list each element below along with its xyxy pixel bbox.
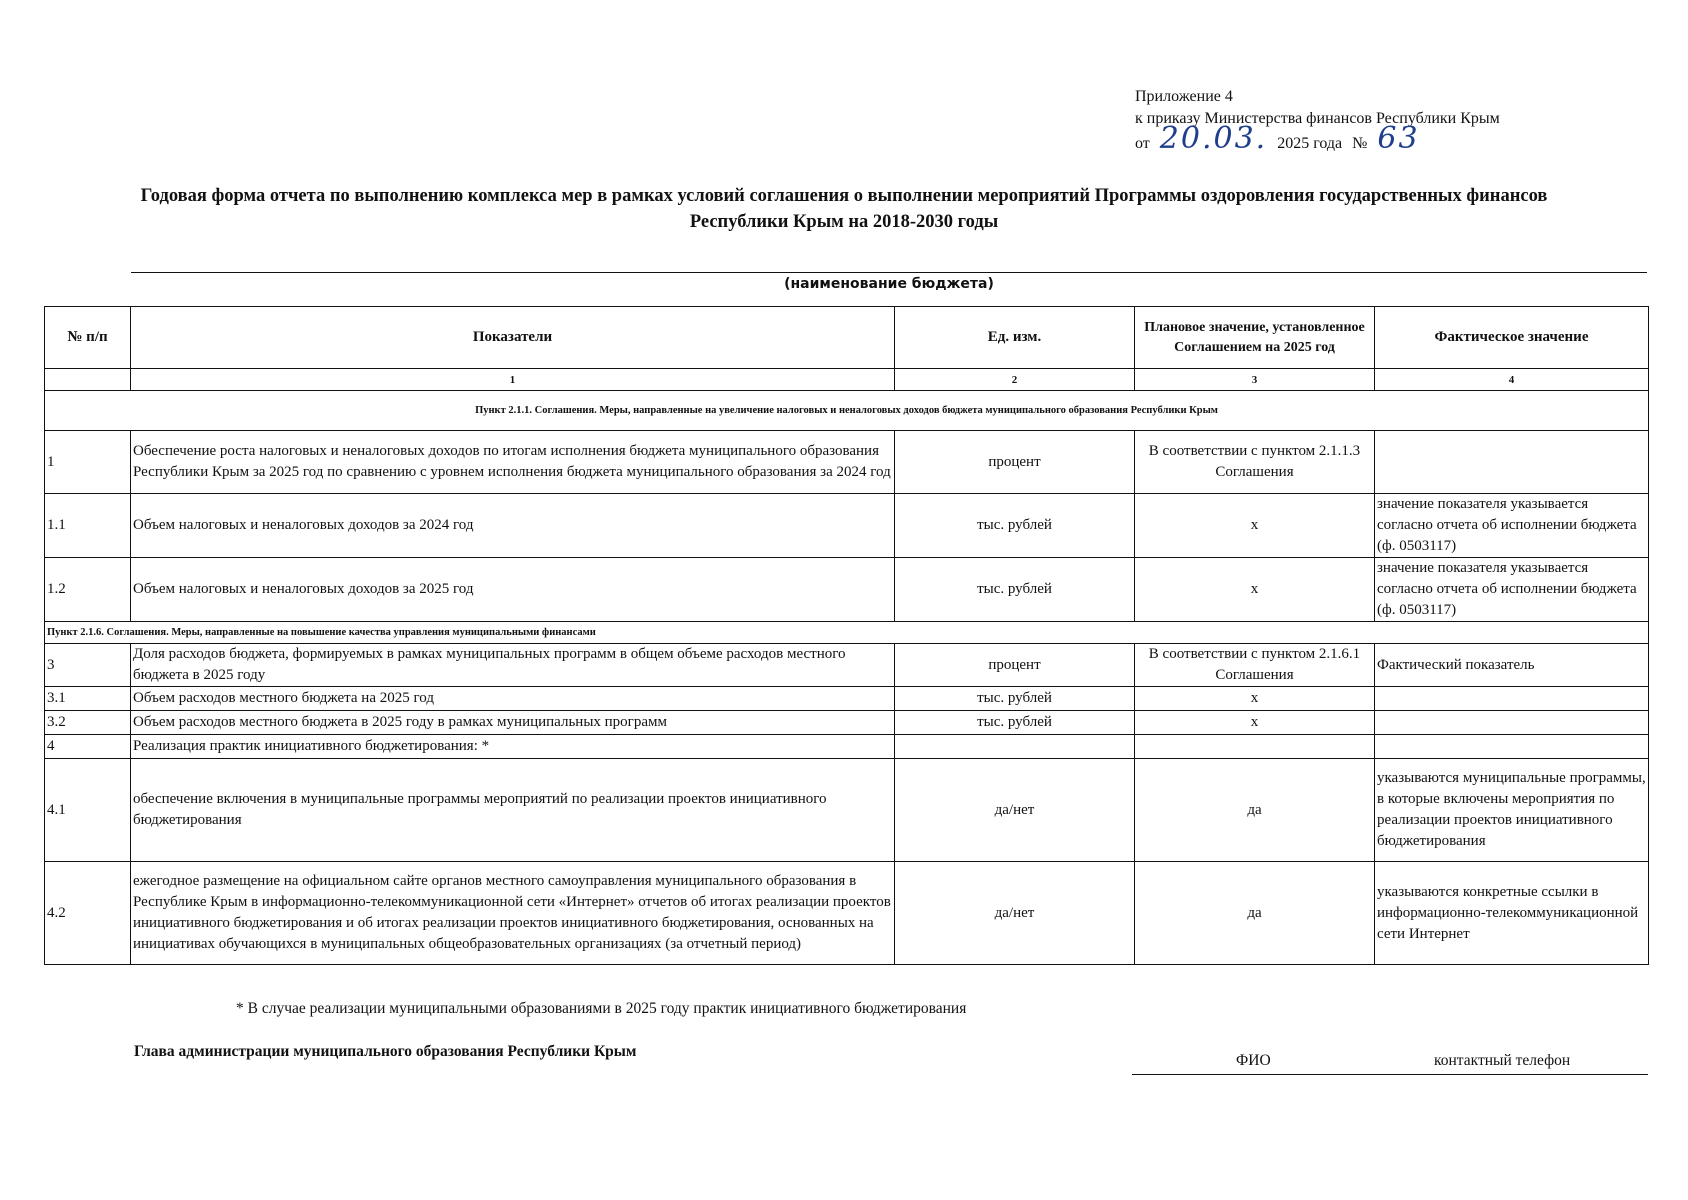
- row-unit: тыс. рублей: [895, 558, 1135, 622]
- row-planned: [1135, 735, 1375, 759]
- signature-fio-label: ФИО: [1236, 1052, 1271, 1069]
- table-row: [45, 862, 1649, 965]
- row-actual: указываются конкретные ссылки в информационно-телекоммуникационной сети Интернет: [1375, 862, 1649, 965]
- row-indicator: обеспечение включения в муниципальные программы мероприятий по реализации проектов инициативного бюджетирования: [131, 759, 895, 862]
- signer-title: Глава администрации муниципального образования Республики Крым: [134, 1043, 637, 1060]
- row-num: 4.1: [45, 759, 131, 862]
- table-row: [45, 687, 1649, 711]
- signature-line: [1132, 1074, 1648, 1075]
- row-num: 4.2: [45, 862, 131, 965]
- row-planned: да: [1135, 862, 1375, 965]
- row-planned: да: [1135, 759, 1375, 862]
- row-indicator: Объем налоговых и неналоговых доходов за 2024 год: [131, 494, 895, 558]
- row-num: 1.1: [45, 494, 131, 558]
- row-actual: [1375, 431, 1649, 494]
- row-num: 1.2: [45, 558, 131, 622]
- row-actual: [1375, 735, 1649, 759]
- row-actual: значение показателя указывается согласно отчета об исполнении бюджета (ф. 0503117): [1375, 558, 1649, 622]
- handwritten-number: 63: [1377, 121, 1420, 156]
- row-num: 3.1: [45, 687, 131, 711]
- table-row: [45, 558, 1649, 622]
- appendix-block: [1135, 86, 1500, 155]
- section-row-2-1-6: [45, 622, 1649, 644]
- column-number: 1: [131, 369, 895, 391]
- row-unit: процент: [895, 431, 1135, 494]
- row-indicator: Реализация практик инициативного бюджетирования: *: [131, 735, 895, 759]
- report-table: [44, 306, 1649, 965]
- section-row-2-1-1: [45, 391, 1649, 431]
- row-num: 3: [45, 644, 131, 687]
- row-planned: х: [1135, 711, 1375, 735]
- column-number: 2: [895, 369, 1135, 391]
- row-indicator: Обеспечение роста налоговых и неналоговых доходов по итогам исполнения бюджета муниципального образования Республики Крым за 2025 год по сравнению с уровнем исполнения бюджета муниципального образования за 2024 год: [131, 431, 895, 494]
- footnote: * В случае реализации муниципальными образованиями в 2025 году практик инициативного бюджетирования: [236, 1000, 967, 1017]
- row-actual: Фактический показатель: [1375, 644, 1649, 687]
- document-title-line1: Годовая форма отчета по выполнению комплекса мер в рамках условий соглашения о выполнении мероприятий Программы оздоровления государственных финансов: [140, 186, 1548, 206]
- row-actual: указываются муниципальные программы, в которые включены мероприятия по реализации проектов инициативного бюджетирования: [1375, 759, 1649, 862]
- column-number-empty: [45, 369, 131, 391]
- row-unit: тыс. рублей: [895, 687, 1135, 711]
- table-row: [45, 494, 1649, 558]
- row-unit: [895, 735, 1135, 759]
- row-unit: тыс. рублей: [895, 494, 1135, 558]
- row-unit: процент: [895, 644, 1135, 687]
- number-sign: №: [1352, 135, 1368, 152]
- appendix-label: Приложение 4: [1135, 88, 1233, 105]
- table-row: [45, 735, 1649, 759]
- row-num: 3.2: [45, 711, 131, 735]
- document-title-line2: Республики Крым на 2018-2030 годы: [689, 212, 999, 232]
- row-indicator: Объем налоговых и неналоговых доходов за 2025 год: [131, 558, 895, 622]
- row-indicator: Доля расходов бюджета, формируемых в рамках муниципальных программ в общем объеме расходов местного бюджета в 2025 году: [131, 644, 895, 687]
- header-actual: Фактическое значение: [1375, 307, 1649, 369]
- header-indicator: Показатели: [131, 307, 895, 369]
- table-row: [45, 644, 1649, 687]
- row-planned: х: [1135, 558, 1375, 622]
- row-actual: [1375, 711, 1649, 735]
- appendix-date-line: [1135, 121, 1500, 156]
- column-number: 4: [1375, 369, 1649, 391]
- column-number: 3: [1135, 369, 1375, 391]
- row-planned: В соответствии с пунктом 2.1.1.3 Соглашения: [1135, 431, 1375, 494]
- row-indicator: Объем расходов местного бюджета в 2025 году в рамках муниципальных программ: [131, 711, 895, 735]
- row-actual: [1375, 687, 1649, 711]
- row-indicator: ежегодное размещение на официальном сайте органов местного самоуправления муниципального образования в Республике Крым в информационно-телекоммуникационной сети «Интернет» отчетов об итогах реализации проектов инициативного бюджетирования и об итогах реализации проектов инициативного бюджетирования, основанных на инициативах обучающихся в муниципальных общеобразовательных организациях (за отчетный период): [131, 862, 895, 965]
- table-row: [45, 431, 1649, 494]
- row-planned: В соответствии с пунктом 2.1.6.1 Соглашения: [1135, 644, 1375, 687]
- section-heading: Пункт 2.1.1. Соглашения. Меры, направленные на увеличение налоговых и неналоговых доходов бюджета муниципального образования Республики Крым: [45, 391, 1649, 431]
- row-num: 4: [45, 735, 131, 759]
- section-heading: Пункт 2.1.6. Соглашения. Меры, направленные на повышение качества управления муниципальными финансами: [45, 622, 1649, 644]
- row-unit: да/нет: [895, 759, 1135, 862]
- row-actual: значение показателя указывается согласно отчета об исполнении бюджета (ф. 0503117): [1375, 494, 1649, 558]
- appendix-year: 2025 года: [1277, 135, 1343, 152]
- table-row: [45, 711, 1649, 735]
- row-planned: х: [1135, 687, 1375, 711]
- row-num: 1: [45, 431, 131, 494]
- header-num: № п/п: [45, 307, 131, 369]
- row-indicator: Объем расходов местного бюджета на 2025 год: [131, 687, 895, 711]
- row-planned: х: [1135, 494, 1375, 558]
- table-header-row: [45, 307, 1649, 369]
- table-row: [45, 759, 1649, 862]
- handwritten-date: 20.03.: [1159, 121, 1268, 156]
- budget-name-underline: [131, 272, 1647, 273]
- row-unit: тыс. рублей: [895, 711, 1135, 735]
- document-title: [60, 183, 1628, 235]
- header-unit: Ед. изм.: [895, 307, 1135, 369]
- appendix-date-prefix: от: [1135, 135, 1150, 152]
- column-number-row: [45, 369, 1649, 391]
- header-planned: Плановое значение, установленное Соглашением на 2025 год: [1135, 307, 1375, 369]
- budget-name-caption: (наименование бюджета): [784, 276, 994, 292]
- row-unit: да/нет: [895, 862, 1135, 965]
- appendix-order-reference: к приказу Министерства финансов Республики Крым: [1135, 110, 1500, 127]
- signature-phone-label: контактный телефон: [1434, 1052, 1571, 1069]
